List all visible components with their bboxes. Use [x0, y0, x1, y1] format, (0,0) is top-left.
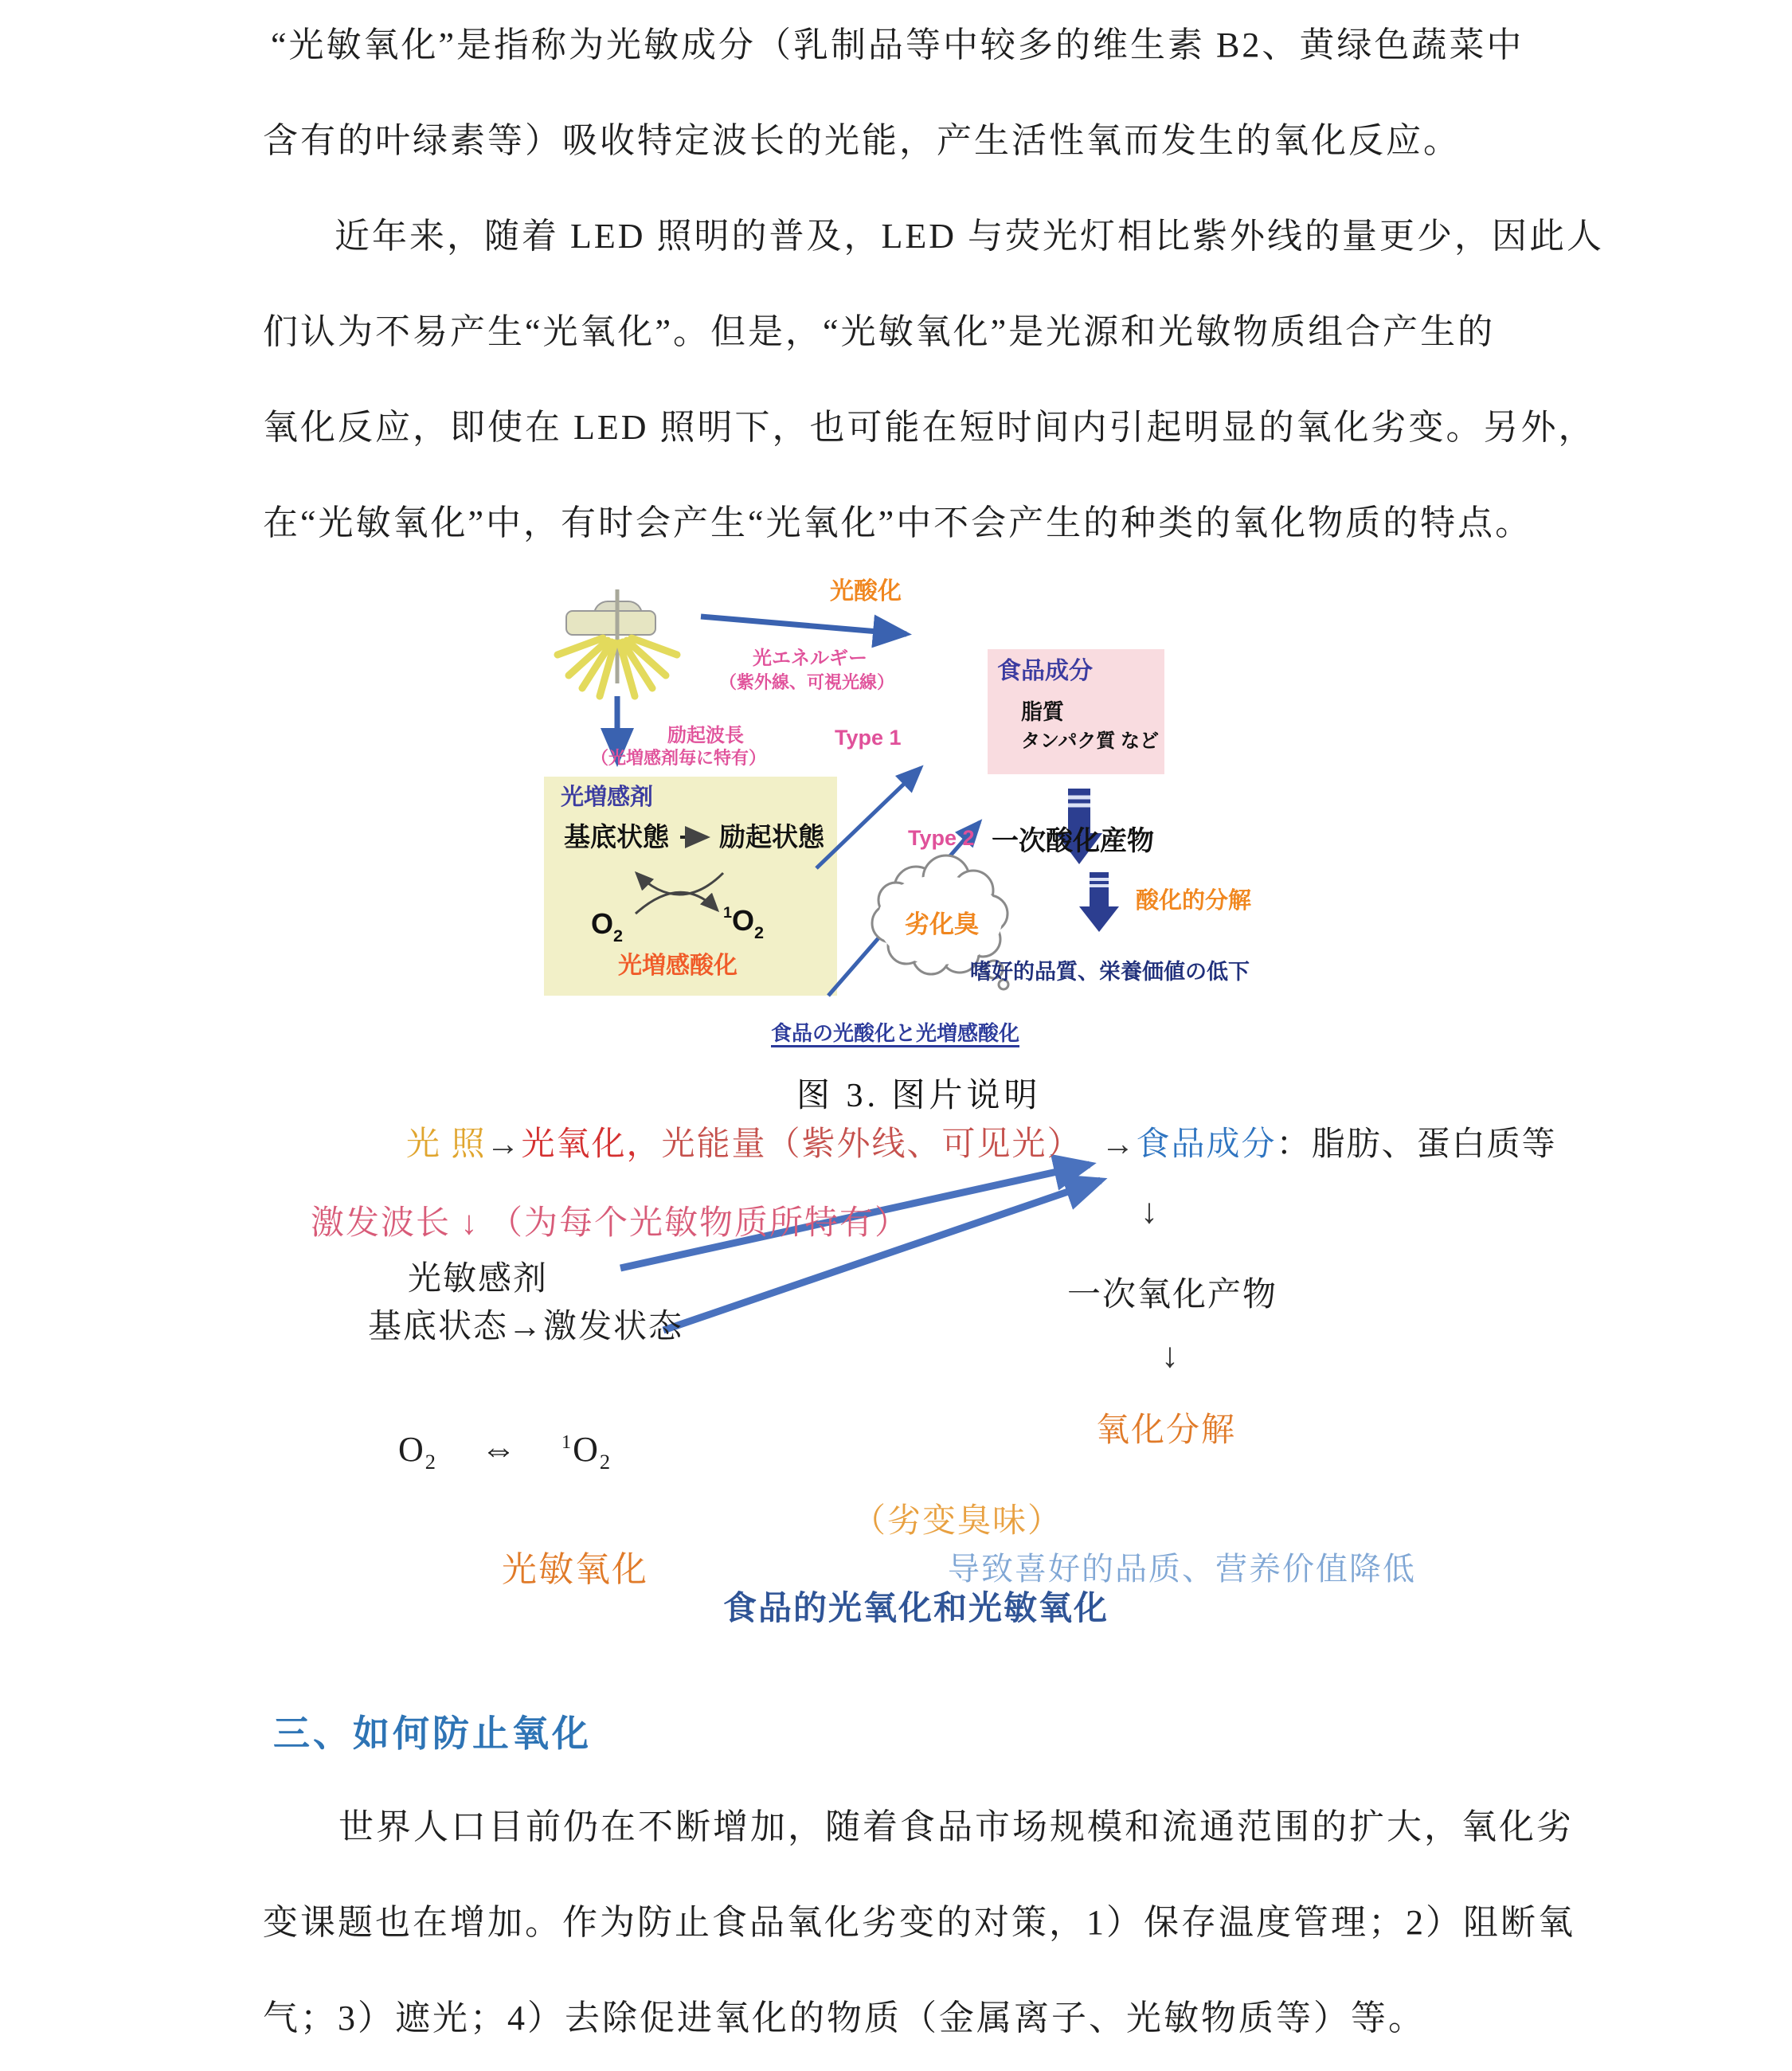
- paragraph-line: 气；3）遮光；4）去除促进氧化的物质（金属离子、光敏物质等）等。: [263, 1999, 1426, 2038]
- oxygen-exchange-arrows: [636, 873, 723, 914]
- o2-subscript: 2: [613, 926, 624, 945]
- paragraph-line: 在“光敏氧化”中，有时会产生“光氧化”中不会产生的种类的氧化物质的特点。: [263, 503, 1533, 542]
- paragraph-line: 变课题也在增加。作为防止食品氧化劣变的对策，1）保存温度管理；2）阻断氧: [263, 1903, 1575, 1942]
- light-label: 光 照: [406, 1126, 487, 1163]
- paragraph-line: “光敏氧化”是指称为光敏成分（乳制品等中较多的维生素 B2、黄绿色蔬菜中: [271, 25, 1524, 65]
- annotation-bottom-title: 食品的光氧化和光敏氧化: [723, 1591, 1109, 1627]
- oxidative-decomposition-label: 氧化分解: [1096, 1412, 1237, 1449]
- label-off-odor-jp: 劣化臭: [905, 910, 979, 938]
- label-excitation-note: （光増感剤毎に特有）: [591, 748, 767, 768]
- figure-inner-caption: 食品の光酸化と光増感酸化: [771, 1021, 1020, 1045]
- paragraph-line: 氧化反应，即使在 LED 照明下，也可能在短时间内引起明显的氧化劣变。另外，: [263, 408, 1596, 447]
- arrow-glyph: →: [1101, 1126, 1137, 1163]
- food-components-label: 食品成分: [1136, 1126, 1277, 1163]
- o2-subscript: 2: [754, 922, 765, 942]
- excitation-wavelength-note: 激发波长 ↓ （为每个光敏物质所特有）: [311, 1205, 910, 1242]
- paragraph-line: 近年来，随着 LED 照明的普及，LED 与荧光灯相比紫外线的量更少，因此人: [335, 217, 1605, 256]
- paragraph-line: 世界人口目前仍在不断增加，随着食品市场规模和流通范围的扩大，氧化劣: [338, 1807, 1574, 1846]
- singlet-superscript: 1: [561, 1431, 573, 1453]
- o2-subscript: 2: [599, 1450, 612, 1474]
- photosensitizer-label: 光敏感剂: [408, 1261, 549, 1298]
- label-excitation-wavelength: 励起波長: [667, 725, 744, 746]
- singlet-superscript: 1: [723, 904, 733, 922]
- label-food-components-jp: 食品成分: [997, 658, 1093, 684]
- label-photo-oxidation-jp: 光酸化: [830, 578, 902, 605]
- paragraph-line: 含有的叶绿素等）吸收特定波长的光能，产生活性氧而发生的氧化反应。: [263, 121, 1461, 160]
- label-singlet-o2: [723, 905, 764, 942]
- o2-symbol: O: [591, 907, 614, 940]
- annotation-row-1: [406, 1118, 1557, 1165]
- label-excited-state-jp: 励起状態: [719, 822, 824, 851]
- o2-symbol: O: [573, 1430, 600, 1469]
- label-photosensitizer-jp: 光増感剤: [561, 785, 654, 810]
- primary-oxidation-product-label: 一次氧化产物: [1067, 1277, 1278, 1313]
- food-components-detail: ：脂肪、蛋白质等: [1276, 1126, 1557, 1163]
- label-lipid-jp: 脂質: [1021, 700, 1064, 724]
- photo-oxidation-label: 光氧化，: [521, 1126, 662, 1163]
- label-protein-jp: タンパク質 など: [1021, 730, 1159, 752]
- figure-caption: 图 3. 图片说明: [796, 1078, 1042, 1114]
- o2-symbol: O: [732, 904, 755, 937]
- label-o2: [591, 908, 623, 945]
- fat-navy-arrows: [1056, 789, 1119, 932]
- light-energy-label: 光能量（紫外线、可见光）: [661, 1126, 1082, 1163]
- label-type2: Type 2: [908, 826, 975, 850]
- down-arrow-glyph: ↓: [1141, 1192, 1160, 1231]
- photosensitized-oxidation-label: 光敏氧化: [502, 1550, 648, 1589]
- label-oxidative-decomposition-jp: 酸化的分解: [1136, 888, 1252, 914]
- arrow-glyph: →: [486, 1126, 522, 1163]
- state-transition-label: 基底状态→激发状态: [368, 1309, 684, 1345]
- label-photosensitized-oxidation-jp: 光増感酸化: [618, 953, 738, 979]
- section-heading: 三、如何防止氧化: [273, 1713, 592, 1754]
- lamp-rays-icon: [558, 589, 677, 696]
- label-primary-oxidation-product-jp: 一次酸化産物: [992, 826, 1154, 856]
- label-ground-state-jp: 基底状態: [564, 822, 669, 851]
- paragraph-line: 们认为不易产生“光氧化”。但是，“光敏氧化”是光源和光敏物质组合产生的: [263, 312, 1496, 351]
- down-arrow-glyph: ↓: [1161, 1336, 1180, 1375]
- label-light-energy-sub: （紫外線、可視光線）: [719, 672, 895, 692]
- hand-drawn-arrows: [620, 1165, 1101, 1330]
- label-quality-decline-jp: 嗜好的品質、栄養価値の低下: [970, 960, 1250, 984]
- label-light-energy: 光エネルギー: [753, 648, 867, 669]
- off-odor-label: （劣变臭味）: [852, 1503, 1063, 1540]
- oxygen-exchange-formula: [398, 1429, 612, 1474]
- o2-symbol: O: [398, 1430, 425, 1469]
- double-arrow-glyph: ⇔: [480, 1430, 518, 1469]
- label-type1: Type 1: [835, 726, 902, 750]
- quality-decline-label: 导致喜好的品质、营养价值降低: [948, 1551, 1416, 1587]
- o2-subscript: 2: [425, 1450, 437, 1474]
